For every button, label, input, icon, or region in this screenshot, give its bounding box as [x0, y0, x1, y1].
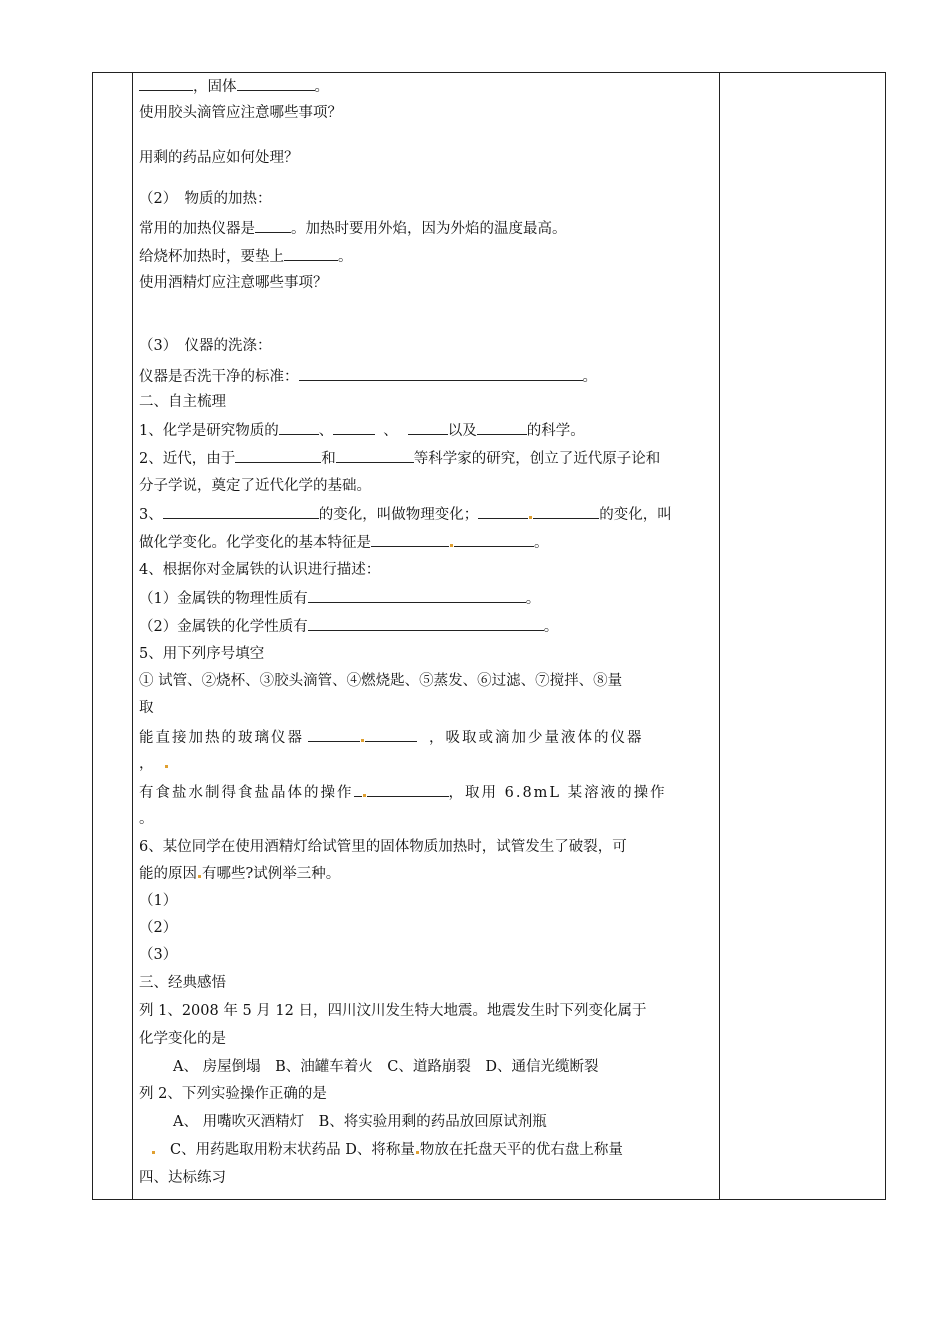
- text: 能的原因: [139, 866, 197, 882]
- text-line: [139, 448, 660, 469]
- fill-blank[interactable]: [308, 727, 360, 742]
- section-heading: 四、达标练习: [139, 1170, 226, 1186]
- text: （2）金属铁的化学性质有: [139, 619, 308, 635]
- text: ，: [139, 756, 154, 772]
- text-line: [139, 218, 567, 239]
- text-line: [139, 588, 540, 609]
- text-line: 列 2、下列实验操作正确的是: [139, 1086, 327, 1102]
- section-heading: 三、经典感悟: [139, 975, 226, 991]
- fill-blank[interactable]: [477, 420, 527, 435]
- text: 。加热时要用外焰，因为外焰的温度最高。: [291, 221, 567, 237]
- mark-dot: [361, 739, 364, 742]
- fill-blank[interactable]: [533, 504, 599, 519]
- mark-dot: [363, 794, 366, 797]
- text: 。: [543, 619, 559, 635]
- text: 。: [534, 535, 549, 551]
- text-line: [139, 420, 585, 441]
- text-line: 。: [139, 811, 154, 827]
- text: 给烧杯加热时，要垫上: [139, 249, 284, 265]
- mark-dot: [450, 544, 453, 547]
- answer-slot: （2）: [139, 920, 178, 936]
- fill-blank[interactable]: [333, 420, 375, 435]
- text: 能直接加热的玻璃仪器: [139, 730, 304, 746]
- text: ，固体: [193, 79, 237, 95]
- fill-blank[interactable]: [371, 532, 449, 547]
- text: 、: [318, 423, 334, 439]
- text-line: 4、根据你对金属铁的认识进行描述：: [139, 562, 381, 578]
- fill-blank[interactable]: [237, 76, 315, 91]
- text: 。: [525, 591, 541, 607]
- text-line: 5、用下列序号填空: [139, 646, 265, 662]
- mark-dot: [152, 1151, 155, 1154]
- text: （1）金属铁的物理性质有: [139, 591, 308, 607]
- text-line: ① 试管、②烧杯、③胶头滴管、④燃烧匙、⑤蒸发、⑥过滤、⑦搅拌、⑧量: [139, 673, 623, 689]
- mark-dot: [165, 765, 168, 768]
- text: 常用的加热仪器是: [139, 221, 255, 237]
- fill-blank[interactable]: [279, 420, 319, 435]
- fill-blank[interactable]: [284, 246, 338, 261]
- fill-blank[interactable]: [299, 366, 583, 381]
- fill-blank[interactable]: [308, 616, 544, 631]
- answer-options: [151, 1140, 623, 1160]
- text: 。: [582, 369, 597, 385]
- text: 。: [338, 249, 353, 265]
- text: 的科学。: [526, 423, 585, 439]
- answer-slot: （3）: [139, 947, 178, 963]
- mark-dot: [529, 516, 532, 519]
- fill-blank[interactable]: [255, 218, 291, 233]
- text: 3、: [139, 507, 163, 523]
- fill-blank[interactable]: [454, 532, 534, 547]
- question-line: 使用胶头滴管应注意哪些事项？: [139, 105, 342, 121]
- fill-blank[interactable]: [478, 504, 528, 519]
- text-line: [139, 782, 667, 803]
- fill-blank[interactable]: [365, 727, 417, 742]
- text: ，取用 6.8mL 某溶液的操作: [448, 785, 667, 801]
- text: 有哪些?试例举三种。: [202, 866, 341, 882]
- text-line: 取: [139, 700, 154, 716]
- text: 和: [321, 451, 336, 467]
- text: 仪器是否洗干净的标准：: [139, 369, 299, 385]
- answer-slot: （1）: [139, 893, 178, 909]
- fill-blank[interactable]: [367, 782, 449, 797]
- text: 的变化，叫做物理变化；: [318, 507, 479, 523]
- column-divider-right: [719, 73, 720, 1199]
- text: 1、化学是研究物质的: [139, 423, 279, 439]
- text-line: 6、某位同学在使用酒精灯给试管里的固体物质加热时，试管发生了破裂，可: [139, 839, 627, 855]
- text-line: 分子学说，奠定了近代化学的基础。: [139, 478, 371, 494]
- fill-blank[interactable]: [139, 76, 193, 91]
- text: 做化学变化。化学变化的基本特征是: [139, 535, 371, 551]
- text-line: [139, 76, 329, 97]
- column-divider-left: [132, 73, 133, 1199]
- text-line: 列 1、2008 年 5 月 12 日，四川汶川发生特大地震。地震发生时下列变化属于: [139, 1003, 647, 1019]
- text: 。: [314, 79, 329, 95]
- fill-blank[interactable]: [163, 504, 319, 519]
- question-line: 使用酒精灯应注意哪些事项？: [139, 275, 328, 291]
- question-line: 用剩的药品应如何处理？: [139, 150, 299, 166]
- text: 有食盐水制得食盐晶体的操作: [139, 785, 354, 801]
- text: 物放在托盘天平的优右盘上称量: [419, 1142, 623, 1158]
- text-line: [139, 366, 597, 387]
- section-heading: （2） 物质的加热：: [139, 191, 272, 207]
- answer-options: A、 房屋倒塌 B、油罐车着火 C、道路崩裂 D、通信光缆断裂: [173, 1059, 599, 1075]
- section-heading: 二、自主梳理: [139, 394, 226, 410]
- text-line: [139, 246, 353, 267]
- text: C、用药匙取用粉末状药品 D、将称量: [170, 1142, 415, 1158]
- mark-dot: [416, 1151, 419, 1154]
- text-line: [139, 754, 169, 774]
- text-line: [139, 532, 549, 553]
- fill-blank[interactable]: [308, 588, 526, 603]
- fill-blank[interactable]: [235, 448, 321, 463]
- mark-dot: [198, 875, 201, 878]
- text: 的变化，叫: [599, 507, 672, 523]
- text-line: [139, 864, 340, 884]
- text: ，吸取或滴加少量液体的仪器: [429, 730, 644, 746]
- text-line: 化学变化的是: [139, 1031, 226, 1047]
- fill-blank[interactable]: [408, 420, 448, 435]
- text: 、: [383, 423, 398, 439]
- text-line: [139, 504, 672, 525]
- text-line: [139, 727, 644, 748]
- text: 2、近代，由于: [139, 451, 236, 467]
- fill-blank[interactable]: [354, 782, 362, 797]
- text: 等科学家的研究，创立了近代原子论和: [413, 451, 661, 467]
- section-heading: （3） 仪器的洗涤：: [139, 338, 272, 354]
- text: 以及: [447, 423, 477, 439]
- text-line: [139, 616, 558, 637]
- answer-options: A、 用嘴吹灭酒精灯 B、将实验用剩的药品放回原试剂瓶: [173, 1114, 547, 1130]
- fill-blank[interactable]: [336, 448, 414, 463]
